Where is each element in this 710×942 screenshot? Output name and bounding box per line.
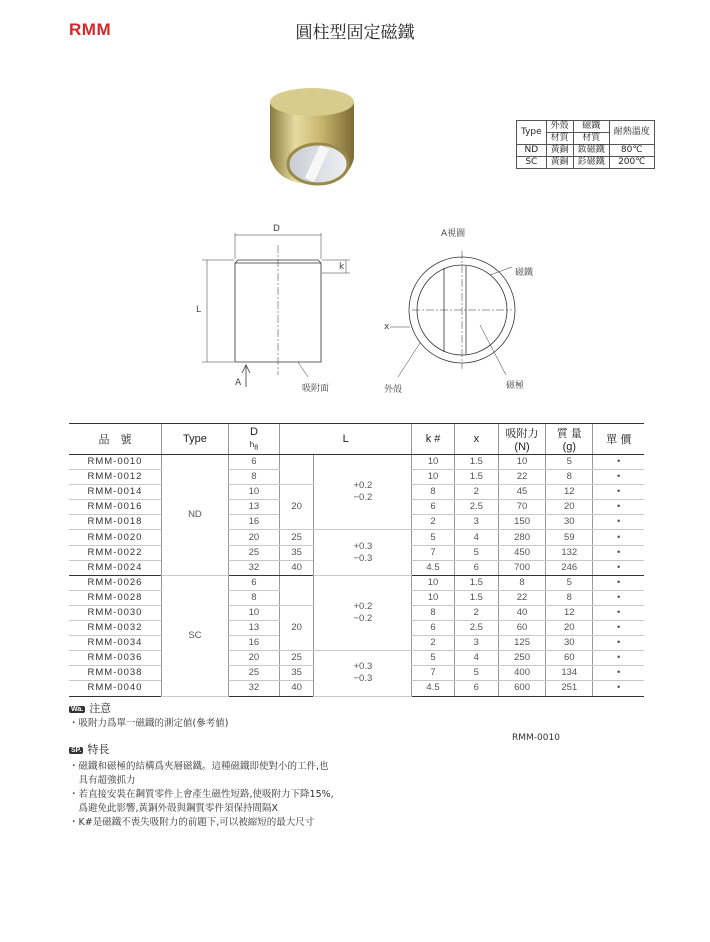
cell-mass: 20 xyxy=(546,500,593,515)
reference-code: RMM-0010 xyxy=(512,733,560,743)
page-title: 圓柱型固定磁鐵 xyxy=(295,23,415,43)
cell-k: 4.5 xyxy=(412,681,454,696)
product-image xyxy=(258,80,368,190)
header-mass-text: 質 量 xyxy=(556,428,582,440)
cell-tolerance xyxy=(314,455,412,530)
heat-header: 耐熱溫度 xyxy=(609,121,654,145)
cell-d: 13 xyxy=(228,621,279,636)
header-d xyxy=(228,424,279,455)
cell-force: 150 xyxy=(498,515,545,530)
spec-table xyxy=(69,423,644,697)
tol-plus: +0.3 xyxy=(353,540,373,552)
cell-price: • xyxy=(593,560,644,575)
x-label: x xyxy=(384,322,390,332)
cell-k: 10 xyxy=(412,575,454,590)
material-shell: 黃銅 xyxy=(546,145,573,157)
header-code: 品 號 xyxy=(69,424,161,455)
tol-plus: +0.2 xyxy=(353,480,373,492)
cell-force: 600 xyxy=(498,681,545,696)
cell-x: 5 xyxy=(454,545,498,560)
tol-plus: +0.3 xyxy=(353,661,373,673)
notes-list xyxy=(69,717,228,731)
cell-x: 2 xyxy=(454,485,498,500)
header-price: 單 價 xyxy=(593,424,644,455)
cell-l: 35 xyxy=(279,545,313,560)
cell-d: 32 xyxy=(228,681,279,696)
cell-code: RMM-0010 xyxy=(69,455,161,470)
material-shell: 黃銅 xyxy=(546,157,573,169)
header-l: L xyxy=(279,424,411,455)
dim-k-label: k xyxy=(339,262,345,272)
cell-d: 10 xyxy=(228,485,279,500)
header-force-unit: (N) xyxy=(514,441,530,453)
cell-x: 2.5 xyxy=(454,621,498,636)
cell-k: 6 xyxy=(412,621,454,636)
cell-d: 13 xyxy=(228,500,279,515)
tol-minus: −0.2 xyxy=(353,492,373,504)
cell-force: 45 xyxy=(498,485,545,500)
header-d-text: D xyxy=(249,426,258,439)
cell-force: 400 xyxy=(498,666,545,681)
cell-k: 6 xyxy=(412,500,454,515)
cell-price: • xyxy=(593,636,644,651)
feature-item: ・若直接安裝在鋼質零件上會產生磁性短路,使吸附力下降15%, xyxy=(69,789,334,800)
features-list xyxy=(69,760,334,830)
header-mass xyxy=(546,424,593,455)
table-row xyxy=(69,455,644,470)
cell-k: 2 xyxy=(412,515,454,530)
cell-d: 25 xyxy=(228,666,279,681)
shell-label: 外殼 xyxy=(384,385,403,395)
surface-label: 吸附面 xyxy=(302,384,330,394)
cell-l xyxy=(279,575,313,605)
cell-k: 8 xyxy=(412,605,454,620)
view-label: A視圖 xyxy=(441,229,466,239)
cell-x: 4 xyxy=(454,530,498,545)
feature-badge-icon: SP. xyxy=(71,747,82,754)
shell-header-2: 材質 xyxy=(546,133,573,145)
notes-heading-text: 注意 xyxy=(89,702,112,715)
material-type-header: Type xyxy=(517,121,547,145)
cell-mass: 246 xyxy=(546,560,593,575)
cell-code: RMM-0018 xyxy=(69,515,161,530)
header-k: k # xyxy=(412,424,454,455)
notes-heading xyxy=(69,700,111,716)
cell-mass: 30 xyxy=(546,515,593,530)
header-d-sub-8: 8 xyxy=(254,444,259,452)
material-type: ND xyxy=(517,145,547,157)
cell-force: 70 xyxy=(498,500,545,515)
feature-item: 爲避免此影響,黃銅外殼與鋼質零件須保持間隔X xyxy=(69,803,279,814)
cell-k: 4.5 xyxy=(412,560,454,575)
cell-x: 1.5 xyxy=(454,470,498,485)
cell-x: 4 xyxy=(454,651,498,666)
cell-force: 450 xyxy=(498,545,545,560)
cell-mass: 12 xyxy=(546,485,593,500)
cell-code: RMM-0016 xyxy=(69,500,161,515)
feature-item: 具有超強抓力 xyxy=(69,775,136,786)
cell-x: 1.5 xyxy=(454,455,498,470)
cell-price: • xyxy=(593,621,644,636)
cell-mass: 5 xyxy=(546,575,593,590)
cell-tolerance xyxy=(314,651,412,696)
cell-d: 25 xyxy=(228,545,279,560)
cell-k: 5 xyxy=(412,651,454,666)
cell-d: 10 xyxy=(228,605,279,620)
cell-force: 8 xyxy=(498,575,545,590)
cell-tolerance xyxy=(314,575,412,650)
tol-minus: −0.2 xyxy=(353,612,373,624)
cell-code: RMM-0038 xyxy=(69,666,161,681)
warning-badge-icon: Wa. xyxy=(71,706,84,713)
cell-x: 2 xyxy=(454,605,498,620)
table-row xyxy=(69,651,644,666)
shell-header-1: 外殼 xyxy=(546,121,573,133)
cell-tolerance xyxy=(314,530,412,575)
table-row xyxy=(69,575,644,590)
arrow-a-label: A xyxy=(235,378,242,388)
cell-k: 10 xyxy=(412,590,454,605)
cell-code: RMM-0034 xyxy=(69,636,161,651)
cell-code: RMM-0022 xyxy=(69,545,161,560)
cell-mass: 20 xyxy=(546,621,593,636)
header-d-sub-h: h xyxy=(249,440,255,450)
feature-item: ・磁鐵和磁極的結構爲夾層磁鐵。這種磁鐵即使對小的工件,也 xyxy=(69,761,329,772)
header-x: x xyxy=(454,424,498,455)
cell-d: 16 xyxy=(228,636,279,651)
magnet-header-1: 磁鐵 xyxy=(573,121,609,133)
cell-x: 1.5 xyxy=(454,590,498,605)
cell-k: 7 xyxy=(412,666,454,681)
pole-label: 磁極 xyxy=(506,381,525,391)
cell-code: RMM-0036 xyxy=(69,651,161,666)
header-mass-unit: (g) xyxy=(562,441,577,453)
cell-d: 8 xyxy=(228,590,279,605)
cell-mass: 12 xyxy=(546,605,593,620)
cell-l: 35 xyxy=(279,666,313,681)
header-force-text: 吸附力 xyxy=(505,428,539,440)
tol-plus: +0.2 xyxy=(353,600,373,612)
cell-mass: 132 xyxy=(546,545,593,560)
cell-price: • xyxy=(593,605,644,620)
cell-code: RMM-0024 xyxy=(69,560,161,575)
cell-code: RMM-0014 xyxy=(69,485,161,500)
feature-item: ・K#是磁鐵不喪失吸附力的前題下,可以被縮短的最大尺寸 xyxy=(69,817,315,828)
cell-code: RMM-0026 xyxy=(69,575,161,590)
cell-price: • xyxy=(593,666,644,681)
cell-mass: 5 xyxy=(546,455,593,470)
cell-code: RMM-0028 xyxy=(69,590,161,605)
cell-price: • xyxy=(593,651,644,666)
features-heading-text: 特長 xyxy=(87,743,110,756)
cell-type: ND xyxy=(161,455,228,576)
header-force xyxy=(498,424,545,455)
cell-mass: 8 xyxy=(546,470,593,485)
material-type: SC xyxy=(517,157,547,169)
header-type: Type xyxy=(161,424,228,455)
material-table xyxy=(516,120,655,169)
cell-force: 10 xyxy=(498,455,545,470)
cell-l: 25 xyxy=(279,651,313,666)
technical-drawing xyxy=(180,215,550,405)
cell-x: 1.5 xyxy=(454,575,498,590)
cell-code: RMM-0012 xyxy=(69,470,161,485)
brand-logo: RMM xyxy=(69,20,112,39)
cell-force: 22 xyxy=(498,590,545,605)
note-item: ・吸附力爲單一磁鐵的測定値(參考値) xyxy=(69,718,229,729)
cell-code: RMM-0020 xyxy=(69,530,161,545)
cell-k: 7 xyxy=(412,545,454,560)
cell-price: • xyxy=(593,545,644,560)
cell-mass: 251 xyxy=(546,681,593,696)
cell-l: 20 xyxy=(279,605,313,650)
cell-force: 280 xyxy=(498,530,545,545)
cell-type: SC xyxy=(161,575,228,696)
cell-x: 6 xyxy=(454,681,498,696)
cell-mass: 60 xyxy=(546,651,593,666)
cell-k: 10 xyxy=(412,455,454,470)
cell-d: 20 xyxy=(228,530,279,545)
magnet-header-2: 材質 xyxy=(573,133,609,145)
cell-force: 125 xyxy=(498,636,545,651)
cell-k: 10 xyxy=(412,470,454,485)
cell-mass: 59 xyxy=(546,530,593,545)
tol-minus: −0.3 xyxy=(353,552,373,564)
cell-x: 5 xyxy=(454,666,498,681)
cell-price: • xyxy=(593,681,644,696)
material-row xyxy=(517,157,655,169)
table-row xyxy=(69,530,644,545)
cell-d: 20 xyxy=(228,651,279,666)
cell-force: 250 xyxy=(498,651,545,666)
cell-l: 40 xyxy=(279,560,313,575)
cell-price: • xyxy=(593,530,644,545)
cell-price: • xyxy=(593,575,644,590)
cell-x: 2.5 xyxy=(454,500,498,515)
cell-mass: 8 xyxy=(546,590,593,605)
cell-code: RMM-0030 xyxy=(69,605,161,620)
dim-d-label: D xyxy=(273,224,280,234)
cell-l: 20 xyxy=(279,485,313,530)
cell-mass: 30 xyxy=(546,636,593,651)
cell-d: 8 xyxy=(228,470,279,485)
cell-l: 25 xyxy=(279,530,313,545)
cell-x: 3 xyxy=(454,515,498,530)
cell-force: 60 xyxy=(498,621,545,636)
cell-price: • xyxy=(593,500,644,515)
cell-force: 700 xyxy=(498,560,545,575)
cell-k: 8 xyxy=(412,485,454,500)
cell-k: 2 xyxy=(412,636,454,651)
cell-x: 6 xyxy=(454,560,498,575)
dim-l-label: L xyxy=(196,305,202,315)
magnet-label: 磁鐵 xyxy=(515,268,534,278)
cell-mass: 134 xyxy=(546,666,593,681)
cell-price: • xyxy=(593,590,644,605)
features-heading xyxy=(69,741,109,757)
material-magnet: 釤磁鐵 xyxy=(573,157,609,169)
cell-d: 6 xyxy=(228,575,279,590)
header-d-sub xyxy=(249,440,259,452)
cell-k: 5 xyxy=(412,530,454,545)
cell-d: 6 xyxy=(228,455,279,470)
cell-price: • xyxy=(593,470,644,485)
cell-l: 40 xyxy=(279,681,313,696)
cell-l xyxy=(279,455,313,485)
cell-x: 3 xyxy=(454,636,498,651)
cell-code: RMM-0040 xyxy=(69,681,161,696)
material-row xyxy=(517,145,655,157)
cell-price: • xyxy=(593,455,644,470)
cell-price: • xyxy=(593,485,644,500)
cell-force: 40 xyxy=(498,605,545,620)
cell-code: RMM-0032 xyxy=(69,621,161,636)
material-magnet: 釹磁鐵 xyxy=(573,145,609,157)
material-temp: 200℃ xyxy=(609,157,654,169)
cell-d: 32 xyxy=(228,560,279,575)
cell-price: • xyxy=(593,515,644,530)
tol-minus: −0.3 xyxy=(353,673,373,685)
cell-force: 22 xyxy=(498,470,545,485)
cell-d: 16 xyxy=(228,515,279,530)
material-temp: 80℃ xyxy=(609,145,654,157)
